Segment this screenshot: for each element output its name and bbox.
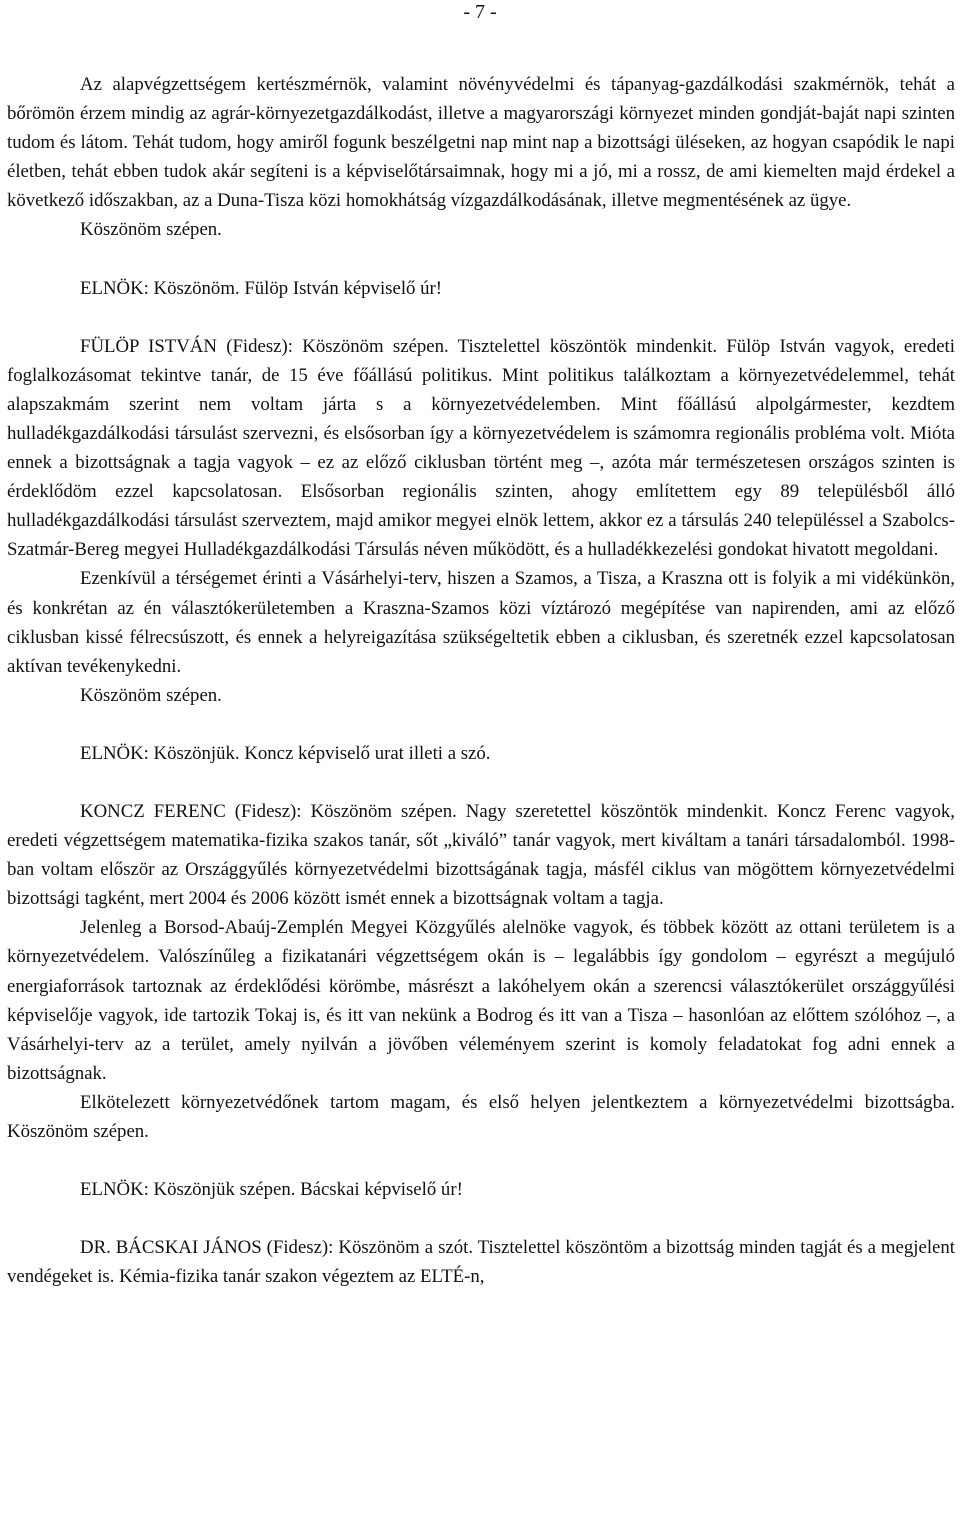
paragraph-chair-koncz: ELNÖK: Köszönjük. Koncz képviselő urat illeti a szó. xyxy=(80,742,491,764)
transcript-body xyxy=(7,70,955,1291)
paragraph-fulop-thanks: Köszönöm szépen. xyxy=(80,684,222,706)
paragraph-intro: Az alapvégzettségem kertészmérnök, valamint növényvédelmi és tápanyag-gazdálkodási szakmérnök, tehát a bőrömön érzem mindig az agrár-környezetgazdálkodást, illetve a magyarországi környezet minden gondját-baját napi szinten tudom és látom. Tehát tudom, hogy amiről fogunk beszélgetni nap mint nap a bizottsági üléseken, az hogyan csapódik le napi életben, tehát ebben tudok akár segíteni is a képviselőtársaimnak, hogy mi a jó, mi a rossz, de ami kiemelten majd érdekel a következő időszakban, az a Duna-Tisza közi homokhátság vízgazdálkodásának, illetve megmentésének az ügye. xyxy=(7,74,955,212)
paragraph-koncz-continued: Jelenleg a Borsod-Abaúj-Zemplén Megyei Közgyűlés alelnöke vagyok, és többek között az ottani területem is a környezetvédelem. Valószínűleg a fizikatanári végzettségem okán is – legalábbis így gondolom – egyrészt a megújuló energiaforrások tartoznak az érdeklődési körömbe, másrészt a lakóhelyem okán a szerencsi választókerület országgyűlési képviselője vagyok, ide tartozik Tokaj is, és itt van nekünk a Bodrog és itt van a Tisza – hasonlóan az előttem szólóhoz –, a Vásárhelyi-terv az a terület, amely nyilván a jövőben véleményem szerint is komoly feladatokat fog adni ennek a bizottságnak. xyxy=(7,917,955,1084)
paragraph-chair-bacskai: ELNÖK: Köszönjük szépen. Bácskai képviselő úr! xyxy=(80,1179,463,1201)
paragraph-thanks: Köszönöm szépen. xyxy=(80,219,222,241)
paragraph-koncz-closing: Elkötelezett környezetvédőnek tartom magam, és első helyen jelentkeztem a környezetvédelmi bizottságba. Köszönöm szépen. xyxy=(7,1091,955,1142)
paragraph-chair-fulop: ELNÖK: Köszönöm. Fülöp István képviselő úr! xyxy=(80,277,443,299)
page-number: - 7 - xyxy=(463,1,497,23)
paragraph-fulop-speech: FÜLÖP ISTVÁN (Fidesz): Köszönöm szépen. Tisztelettel köszöntök mindenkit. Fülöp István vagyok, eredeti foglalkozásomat tekintve tanár, de 15 éve főállású politikus. Mint politikus találkoztam a környezetvédelemmel, tehát alapszakmám szerint nem voltam járta s a környezetvédelemben. Mint főállású alpolgármester, kezdtem hulladékgazdálkodási társulást szervezni, és elsősorban így a környezetvédelem is számomra regionális probléma volt. Mióta ennek a bizottságnak a tagja vagyok – ez az előző ciklusban történt meg –, azóta már természetesen országos szinten is érdeklődöm ezzel kapcsolatosan. Elsősorban regionális szinten, ahogy említettem egy 89 településből álló hulladékgazdálkodási társulást szerveztem, majd amikor megyei elnök lettem, akkor ez a társulás 240 településsel a Szabolcs-Szatmár-Bereg megyei Hulladékgazdálkodási Társulás néven működött, és a hulladékkezelési gondokat hivatott megoldani. xyxy=(7,335,955,561)
paragraph-koncz-speech: KONCZ FERENC (Fidesz): Köszönöm szépen. Nagy szeretettel köszöntök mindenkit. Koncz Ferenc vagyok, eredeti végzettségem matematika-fizika szakos tanár, sőt „kiváló” tanár vagyok, mert kiváltam a tanári társadalomból. 1998-ban voltam először az Országgyűlés környezetvédelmi bizottságának tagja, másfél ciklus van mögöttem környezetvédelmi bizottsági tagként, mert 2004 és 2006 között ismét ennek a bizottságnak voltam a tagja. xyxy=(7,800,955,910)
paragraph-fulop-continued: Ezenkívül a térségemet érinti a Vásárhelyi-terv, hiszen a Szamos, a Tisza, a Kraszna ott is folyik a mi vidékünkön, és konkrétan az én választókerületemben a Kraszna-Szamos közi víztározó megépítése van napirenden, ami az előző ciklusban kissé félrecsúszott, és ennek a helyreigazítása szükségeltetik ebben a ciklusban, és szeretnék ezzel kapcsolatosan aktívan tevékenykedni. xyxy=(7,568,955,677)
paragraph-bacskai-speech: DR. BÁCSKAI JÁNOS (Fidesz): Köszönöm a szót. Tisztelettel köszöntöm a bizottság minden tagját és a megjelent vendégeket is. Kémia-fizika tanár szakon végeztem az ELTÉ-n, xyxy=(7,1237,955,1288)
